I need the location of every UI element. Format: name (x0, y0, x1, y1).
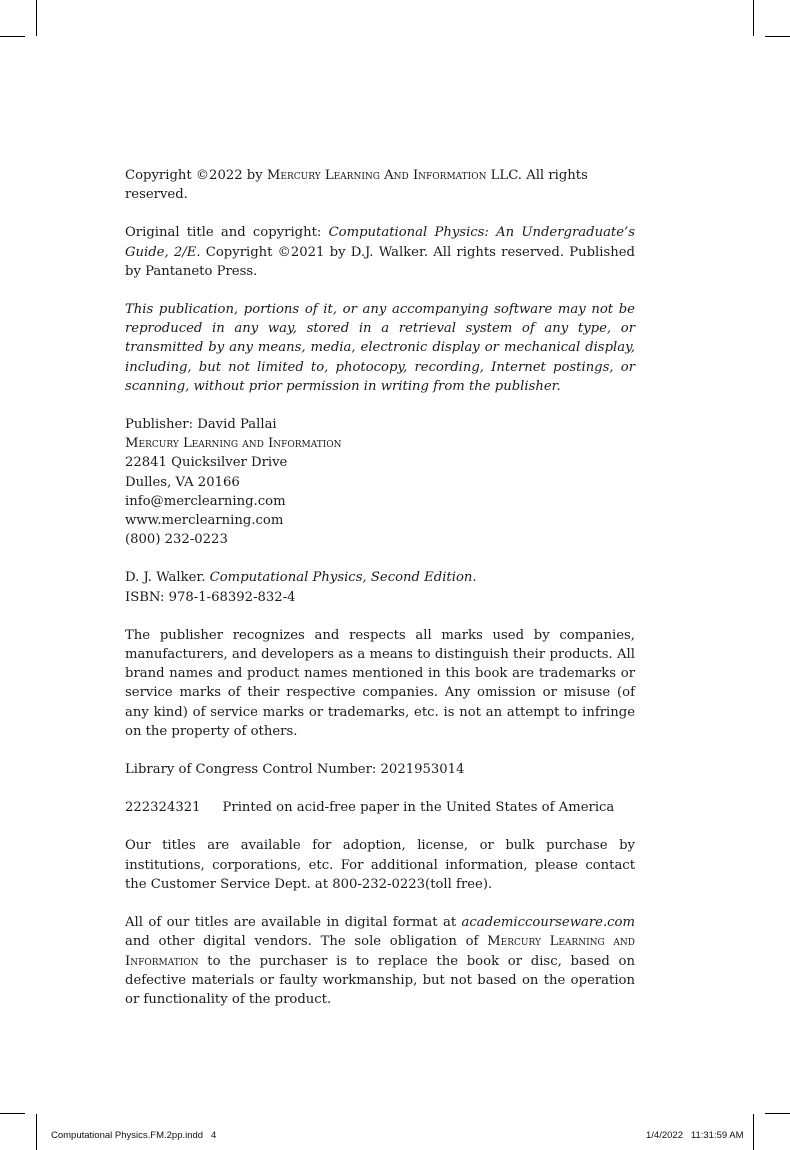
digital-format-paragraph (125, 913, 635, 1009)
copyright-publisher: Mercury Learning And Information (266, 168, 487, 183)
printing-number: 222324321 (125, 800, 201, 816)
book-citation (125, 568, 635, 606)
original-suffix: Copyright ©2021 by D.J. Walker. All rights reserved. Published by Pantaneto Press. (125, 244, 636, 279)
slug-file-name: Computational Physics.FM.2pp.indd 4 (51, 1130, 217, 1141)
book-title: Computational Physics, Second Edition. (209, 570, 477, 586)
trademarks-paragraph: The publisher recognizes and respects all marks used by companies, manufacturers, and developers as a means to distinguish their products. All brand names and product names mentioned in this book are trademarks or service marks of their respective companies. Any omission or misuse (of any kind) of service marks or trademarks, etc. is not an attempt to infringe on the property of others. (125, 627, 635, 739)
crop-mark-bottom-right-vertical (753, 1114, 754, 1150)
crop-mark-bottom-left-horizontal (0, 1113, 25, 1114)
crop-mark-bottom-right-horizontal (765, 1113, 790, 1114)
publisher-email: info@merclearning.com (125, 493, 286, 509)
crop-mark-top-right-horizontal (765, 36, 790, 37)
crop-mark-top-left-vertical (36, 0, 37, 36)
publisher-phone: (800) 232-0223 (125, 532, 228, 548)
publisher-company: Mercury Learning and Information (125, 436, 342, 452)
printing-line (125, 798, 635, 817)
digital-company: Mercury Learning and Information (125, 934, 635, 969)
copyright-prefix: Copyright ©2022 by (125, 168, 267, 183)
book-author: D. J. Walker. (125, 570, 210, 586)
reproduction-notice: This publication, portions of it, or any accompanying software may not be reproduced in any way, stored in a retrieval system of any type, or transmitted by any means, media, electronic display or mechanical display, including, but not limited to, photocopy, recording, Internet postings, or scanning, without prior permission in writing from the publisher. (125, 302, 635, 394)
copyright-suffix: LLC. All rights reserved. (125, 168, 588, 203)
digital-site: academiccourseware.com (461, 915, 635, 931)
slug-datetime: 1/4/2022 11:31:59 AM (646, 1130, 744, 1141)
crop-mark-bottom-left-vertical (36, 1114, 37, 1150)
digital-suffix: to the purchaser is to replace the book or disc, based on defective materials or faulty workmanship, but not based on the operation or functionality of the product. (125, 953, 635, 1007)
digital-prefix: All of our titles are available in digital format at (125, 915, 462, 931)
crop-mark-top-left-horizontal (0, 36, 25, 37)
original-prefix: Original title and copyright: (125, 225, 329, 241)
lccn-line: Library of Congress Control Number: 2021953014 (125, 762, 465, 778)
book-isbn: ISBN: 978-1-68392-832-4 (125, 589, 296, 605)
publisher-website: www.merclearning.com (125, 513, 284, 529)
publisher-city: Dulles, VA 20166 (125, 474, 240, 490)
publisher-address-block (125, 415, 635, 549)
crop-mark-top-right-vertical (753, 0, 754, 36)
original-title-paragraph (125, 223, 635, 281)
digital-middle: and other digital vendors. The sole obligation of (125, 934, 488, 950)
copyright-page-content (125, 166, 635, 1028)
titles-available-paragraph: Our titles are available for adoption, license, or bulk purchase by institutions, corporations, etc. For additional information, please contact the Customer Service Dept. at 800-232-0223(toll free). (125, 838, 635, 892)
publisher-name: Publisher: David Pallai (125, 417, 277, 433)
printing-text: Printed on acid-free paper in the United States of America (222, 800, 615, 816)
publisher-street: 22841 Quicksilver Drive (125, 455, 288, 471)
original-title: Computational Physics: An Undergraduate’s Guide, 2/E. (125, 225, 635, 260)
copyright-line (125, 166, 635, 204)
